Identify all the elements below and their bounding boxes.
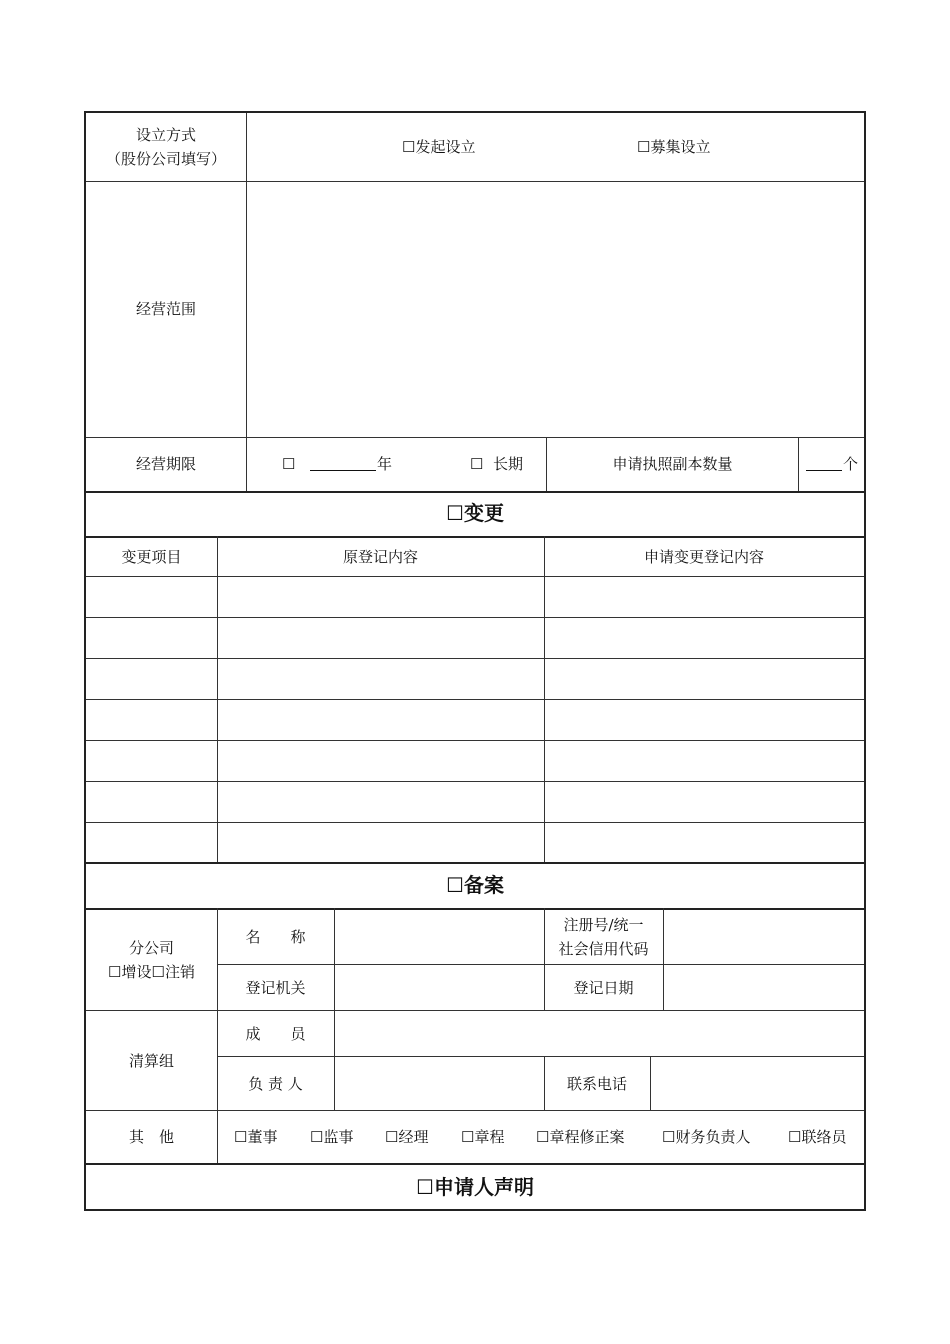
- col-divider: [663, 908, 664, 1010]
- setup-method-label-line2: （股份公司填写）: [105, 150, 226, 168]
- setup-method-label: [86, 123, 246, 171]
- table-row[interactable]: [86, 700, 864, 740]
- branch-label-line1: 分公司: [128, 939, 174, 957]
- other-option-articles-amendment[interactable]: ☐章程修正案: [536, 1128, 625, 1146]
- row-divider: [86, 437, 864, 438]
- other-option-director[interactable]: ☐董事: [234, 1128, 278, 1146]
- setup-method-label-line1: 设立方式: [135, 126, 196, 144]
- col-divider: [334, 908, 335, 1110]
- other-label: 其 他: [128, 1128, 174, 1146]
- reg-no-field[interactable]: [665, 910, 862, 963]
- members-label: 成 员: [245, 1025, 306, 1043]
- term-years-checkbox[interactable]: ☐: [282, 455, 296, 473]
- business-scope-label: 经营范围: [135, 300, 196, 318]
- long-term-checkbox[interactable]: ☐ 长期: [470, 455, 523, 473]
- reg-no-label-line2: 社会信用代码: [558, 940, 649, 958]
- other-option-finance-officer[interactable]: ☐财务负责人: [662, 1128, 751, 1146]
- option-promote-setup[interactable]: ☐发起设立: [402, 138, 476, 156]
- table-row[interactable]: [86, 577, 864, 617]
- row-divider: [86, 1110, 864, 1111]
- authority-label: 登记机关: [245, 979, 306, 997]
- reg-no-label-line1: 注册号/统一: [563, 916, 644, 934]
- section-divider: [86, 1163, 864, 1165]
- leader-field[interactable]: [336, 1058, 543, 1109]
- business-scope-field[interactable]: [248, 183, 862, 435]
- col-divider: [798, 437, 799, 491]
- row-divider: [217, 964, 864, 965]
- reg-no-label: [544, 913, 663, 961]
- row-divider: [217, 1056, 864, 1057]
- section-divider: [86, 491, 864, 493]
- change-header-requested: 申请变更登记内容: [643, 548, 764, 566]
- term-years-field[interactable]: [310, 456, 376, 471]
- table-row[interactable]: [86, 618, 864, 658]
- liquidation-group-label: 清算组: [128, 1052, 174, 1070]
- table-row[interactable]: [86, 741, 864, 781]
- declaration-section-title[interactable]: ☐申请人声明: [416, 1175, 534, 1199]
- license-copies-label: 申请执照副本数量: [612, 455, 733, 473]
- row-divider: [86, 181, 864, 182]
- branch-name-label: 名 称: [245, 928, 306, 946]
- authority-field[interactable]: [336, 966, 543, 1009]
- leader-label: 负 责 人: [248, 1075, 303, 1093]
- col-divider: [650, 1056, 651, 1110]
- row-divider: [86, 1010, 864, 1011]
- option-raise-setup[interactable]: ☐募集设立: [637, 138, 711, 156]
- other-option-articles[interactable]: ☐章程: [461, 1128, 505, 1146]
- registration-form: [84, 111, 866, 1211]
- phone-field[interactable]: [652, 1058, 862, 1109]
- term-years-unit: 年: [377, 455, 393, 473]
- license-copies-field[interactable]: [806, 456, 842, 471]
- section-divider: [86, 536, 864, 538]
- table-row[interactable]: [86, 823, 864, 862]
- branch-label: [86, 936, 217, 984]
- section-divider: [86, 862, 864, 864]
- phone-label: 联系电话: [566, 1075, 627, 1093]
- other-option-liaison[interactable]: ☐联络员: [788, 1128, 847, 1146]
- table-row[interactable]: [86, 659, 864, 699]
- other-option-manager[interactable]: ☐经理: [385, 1128, 429, 1146]
- branch-name-field[interactable]: [336, 910, 543, 963]
- members-field[interactable]: [336, 1012, 862, 1055]
- change-header-original: 原登记内容: [342, 548, 418, 566]
- change-section-title[interactable]: ☐变更: [446, 501, 504, 525]
- branch-options[interactable]: ☐增设☐注销: [108, 963, 195, 981]
- business-term-label: 经营期限: [135, 455, 196, 473]
- filing-section-title[interactable]: ☐备案: [446, 873, 504, 897]
- other-option-supervisor[interactable]: ☐监事: [310, 1128, 354, 1146]
- col-divider: [246, 113, 247, 491]
- reg-date-label: 登记日期: [573, 979, 634, 997]
- reg-date-field[interactable]: [665, 966, 862, 1009]
- license-copies-unit: 个: [843, 455, 859, 473]
- change-header-item: 变更项目: [121, 548, 182, 566]
- table-row[interactable]: [86, 782, 864, 822]
